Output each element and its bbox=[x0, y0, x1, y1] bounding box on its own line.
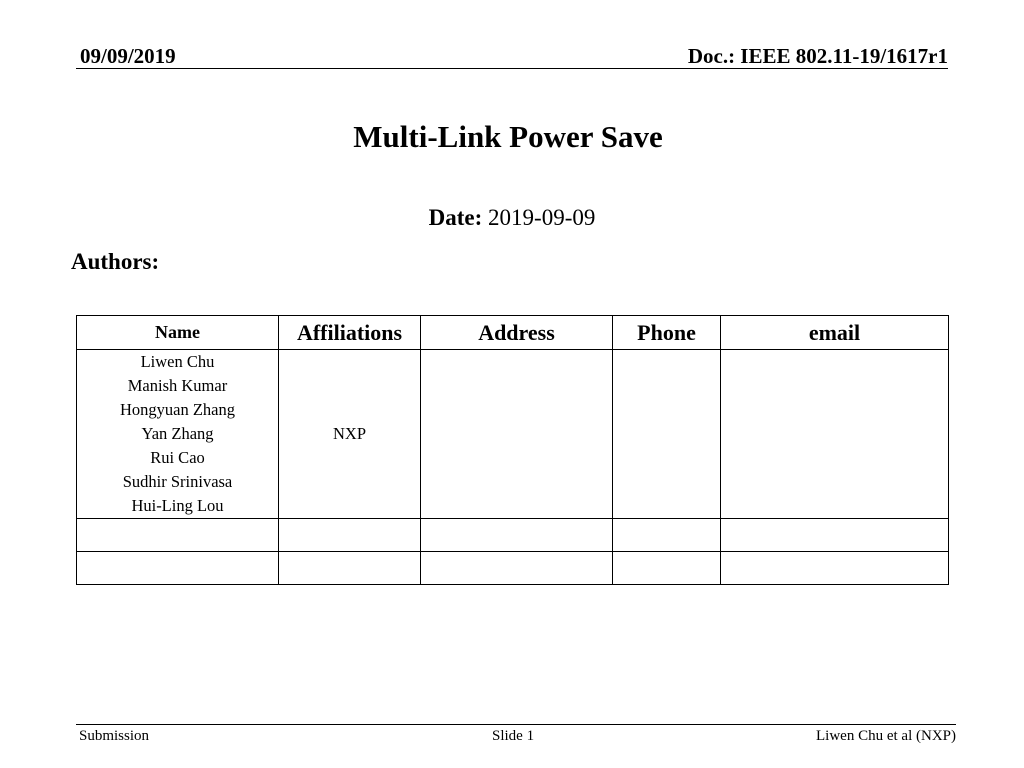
authors-label: Authors: bbox=[71, 249, 160, 274]
footer-author: Liwen Chu et al (NXP) bbox=[816, 728, 956, 744]
footer-slide-number: Slide 1 bbox=[492, 728, 535, 744]
table-header-row bbox=[77, 316, 949, 350]
table-cell bbox=[721, 552, 949, 585]
header-date: 09/09/2019 bbox=[80, 44, 176, 68]
header-divider bbox=[76, 68, 948, 69]
author-name: Hui-Ling Lou bbox=[131, 496, 224, 515]
authors-table bbox=[76, 315, 949, 585]
table-row bbox=[77, 350, 949, 519]
table-cell bbox=[421, 519, 613, 552]
footer-submission: Submission bbox=[79, 728, 150, 744]
date-value: 2019-09-09 bbox=[488, 205, 596, 230]
column-header-address: Address bbox=[421, 316, 613, 350]
column-header-name: Name bbox=[77, 316, 279, 350]
date-label: Date: bbox=[428, 205, 483, 230]
slide-title: Multi-Link Power Save bbox=[353, 119, 663, 154]
email-cell bbox=[721, 350, 949, 519]
header-doc-number: Doc.: IEEE 802.11-19/1617r1 bbox=[687, 44, 948, 68]
table-row bbox=[77, 519, 949, 552]
table-cell bbox=[721, 519, 949, 552]
table-cell bbox=[77, 519, 279, 552]
table-cell bbox=[613, 519, 721, 552]
date-line bbox=[0, 205, 1024, 231]
author-name: Rui Cao bbox=[150, 448, 205, 467]
phone-cell bbox=[613, 350, 721, 519]
table-cell bbox=[77, 552, 279, 585]
footer-divider bbox=[76, 724, 956, 725]
table-cell bbox=[279, 552, 421, 585]
table-cell bbox=[279, 519, 421, 552]
author-names-cell bbox=[77, 350, 279, 519]
author-name: Hongyuan Zhang bbox=[119, 400, 236, 419]
table-row bbox=[77, 552, 949, 585]
address-cell bbox=[421, 350, 613, 519]
column-header-affiliations: Affiliations bbox=[279, 316, 421, 350]
table-cell bbox=[613, 552, 721, 585]
author-name: Sudhir Srinivasa bbox=[122, 472, 233, 491]
column-header-email: email bbox=[721, 316, 949, 350]
table-cell bbox=[421, 552, 613, 585]
author-name: Liwen Chu bbox=[140, 352, 215, 371]
author-name: Yan Zhang bbox=[141, 424, 214, 443]
author-name: Manish Kumar bbox=[127, 376, 228, 395]
column-header-phone: Phone bbox=[613, 316, 721, 350]
affiliation-cell: NXP bbox=[279, 350, 421, 519]
